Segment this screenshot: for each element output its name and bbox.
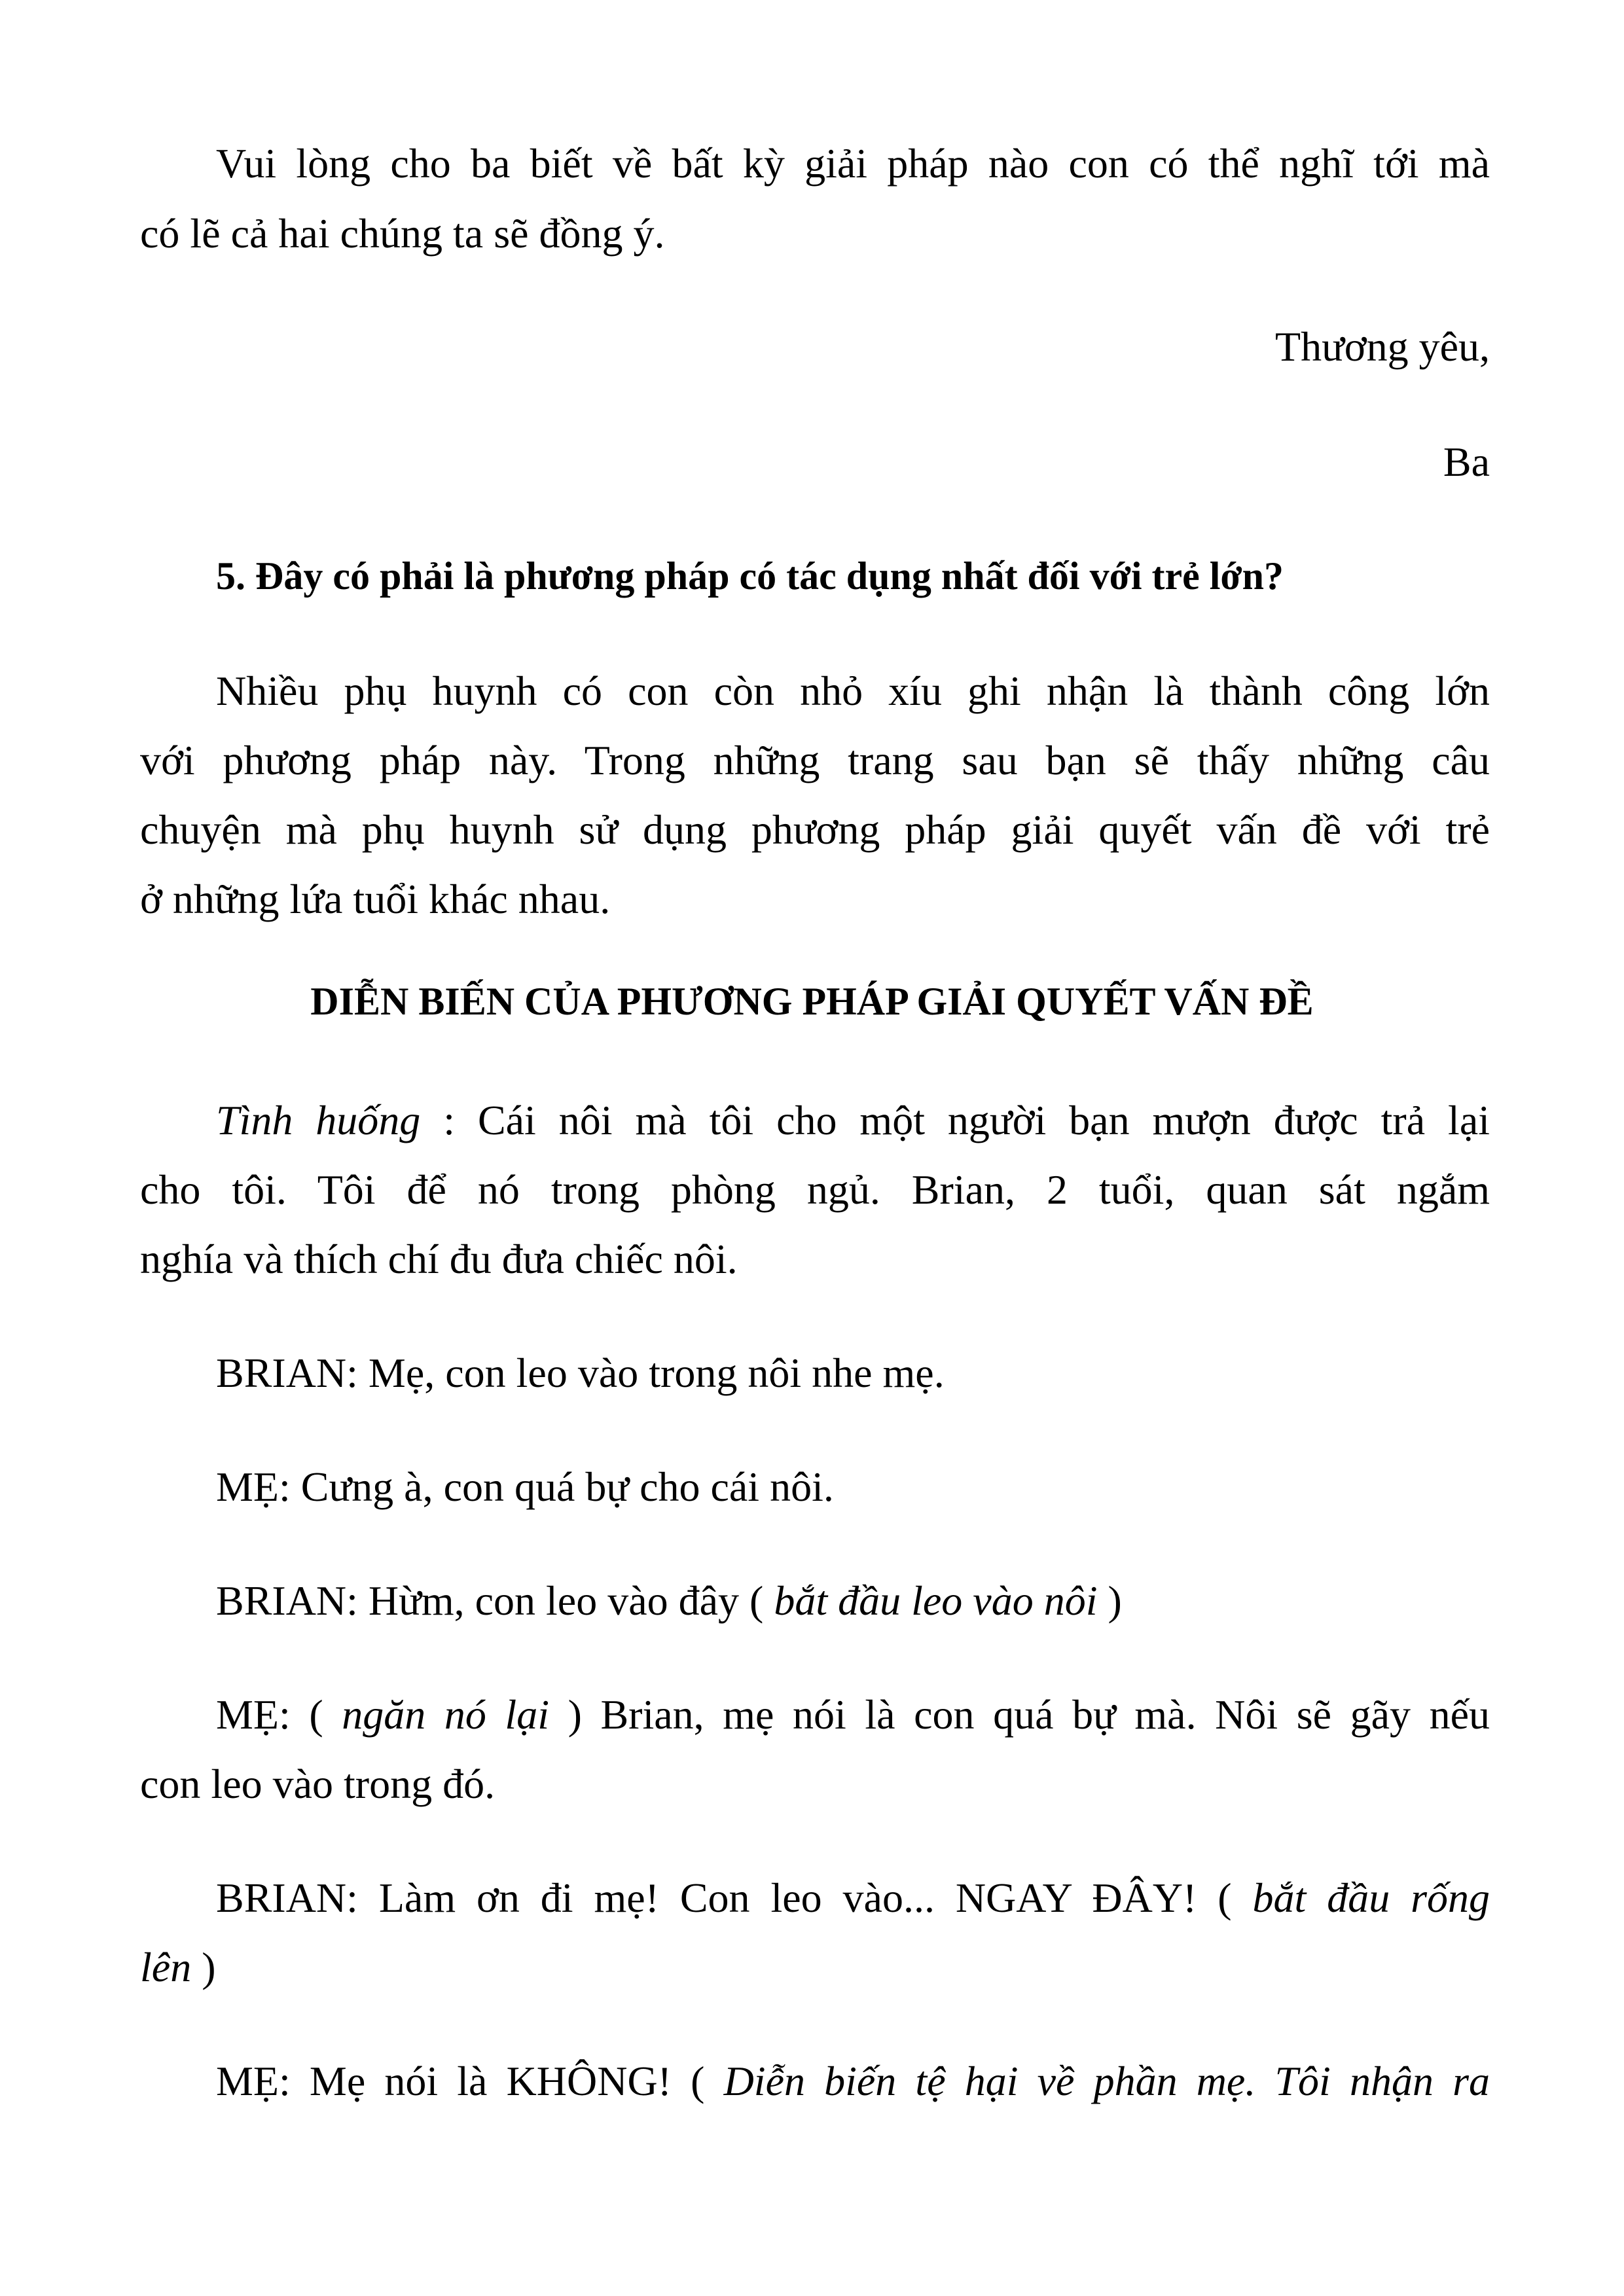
dialogue-speaker: MẸ: <box>216 1691 291 1738</box>
dialogue-text-pre: ( <box>290 1691 342 1738</box>
dialogue-text-after: ) <box>1097 1577 1122 1624</box>
stage-direction: Diễn biến tệ hại về phần mẹ. Tôi nhận ra <box>723 2058 1490 2104</box>
dialogue-text: Hừm, con leo vào đây ( <box>357 1577 774 1624</box>
stage-direction-continuation: lên <box>140 1944 192 1990</box>
situation-line-1-text: : Cái nôi mà tôi cho một người bạn mượn được trả lại <box>420 1097 1490 1143</box>
dialogue-line-1 <box>216 1352 945 1394</box>
situation-label: Tình huống <box>216 1097 421 1143</box>
section-5-paragraph-line-4: ở những lứa tuổi khác nhau. <box>140 876 611 922</box>
section-title: DIỄN BIẾN CỦA PHƯƠNG PHÁP GIẢI QUYẾT VẤN ĐỀ <box>310 980 1314 1023</box>
dialogue-speaker: MẸ: <box>216 2058 291 2104</box>
dialogue-line-4-continuation: con leo vào trong đó. <box>140 1761 496 1807</box>
dialogue-speaker: MẸ: <box>216 1463 291 1510</box>
letter-paragraph-line-1: Vui lòng cho ba biết về bất kỳ giải pháp nào con có thể nghĩ tới mà <box>216 140 1490 187</box>
situation-line-3: nghía và thích chí đu đưa chiếc nôi. <box>140 1236 738 1282</box>
stage-direction: bắt đầu rống <box>1252 1874 1490 1921</box>
dialogue-line-2 <box>216 1463 834 1510</box>
section-5-paragraph-line-2: với phương pháp này. Trong những trang sau bạn sẽ thấy những câu <box>140 737 1490 783</box>
section-5-heading: 5. Đây có phải là phương pháp có tác dụng nhất đối với trẻ lớn? <box>216 554 1284 598</box>
stage-direction: bắt đầu leo vào nôi <box>774 1577 1098 1624</box>
dialogue-line-4 <box>216 1691 1490 1738</box>
letter-paragraph-line-2: có lẽ cả hai chúng ta sẽ đồng ý. <box>140 210 665 257</box>
section-5-paragraph-line-3: chuyện mà phụ huynh sử dụng phương pháp giải quyết vấn đề với trẻ <box>140 806 1490 853</box>
dialogue-text-after: ) <box>191 1944 216 1990</box>
dialogue-text: ) Brian, mẹ nói là con quá bự mà. Nôi sẽ gãy nếu <box>549 1691 1490 1738</box>
dialogue-line-5 <box>216 1874 1490 1921</box>
dialogue-text: Mẹ nói là KHÔNG! ( <box>290 2058 724 2104</box>
situation-line-1 <box>216 1097 1490 1143</box>
dialogue-speaker: BRIAN: <box>216 1577 358 1624</box>
dialogue-text: Mẹ, con leo vào trong nôi nhe mẹ. <box>357 1350 945 1396</box>
dialogue-line-6 <box>216 2060 1490 2102</box>
stage-direction: ngăn nó lại <box>342 1691 549 1738</box>
letter-salutation: Thương yêu, <box>1274 323 1490 370</box>
dialogue-line-5-continuation <box>140 1946 216 1988</box>
letter-signature: Ba <box>1443 439 1490 485</box>
dialogue-speaker: BRIAN: <box>216 1350 358 1396</box>
dialogue-text: Làm ơn đi mẹ! Con leo vào... NGAY ĐÂY! ( <box>357 1874 1253 1921</box>
dialogue-speaker: BRIAN: <box>216 1874 358 1921</box>
situation-line-2: cho tôi. Tôi để nó trong phòng ngủ. Brian, 2 tuổi, quan sát ngắm <box>140 1166 1490 1213</box>
dialogue-line-3 <box>216 1577 1122 1624</box>
dialogue-text: Cưng à, con quá bự cho cái nôi. <box>290 1463 834 1510</box>
section-5-paragraph-line-1: Nhiều phụ huynh có con còn nhỏ xíu ghi nhận là thành công lớn <box>216 668 1490 714</box>
